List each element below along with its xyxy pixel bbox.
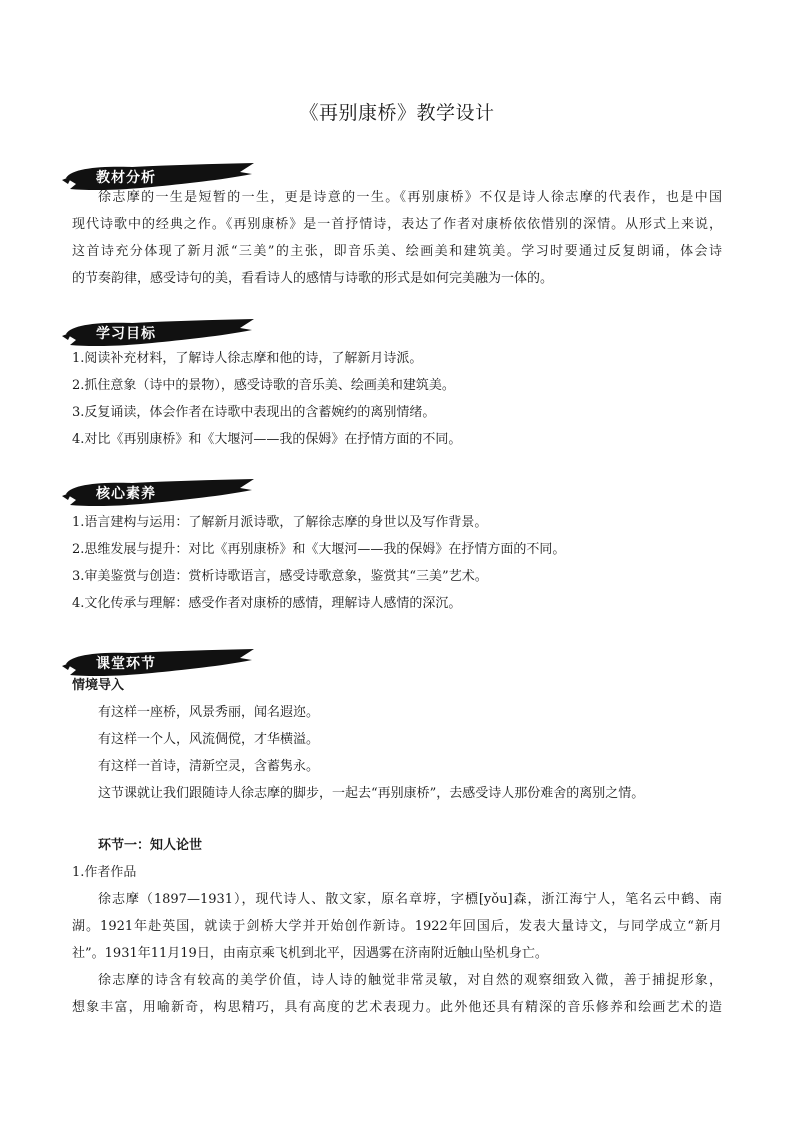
step1-body	[72, 832, 722, 1021]
analysis-line: 这首诗充分体现了新月派“三美”的主张，即音乐美、绘画美和建筑美。学习时要通过反复朗诵，体会诗	[72, 244, 722, 259]
section-heading-goals: 学习目标	[96, 326, 156, 342]
author-line: 湖。1921年赴英国，就读于剑桥大学并开始创作新诗。1922年回国后，发表大量诗文，与同学成立“新月	[72, 919, 722, 934]
list-item: 2.抓住意象（诗中的景物），感受诗歌的音乐美、绘画美和建筑美。	[72, 378, 455, 393]
goals-list	[72, 345, 722, 453]
intro-line: 有这样一座桥，风景秀丽，闻名遐迩。	[98, 705, 320, 720]
author-line: 徐志摩的诗含有较高的美学价值，诗人诗的触觉非常灵敏，对自然的观察细致入微，善于捕捉形象，	[98, 973, 722, 988]
list-item: 1.阅读补充材料，了解诗人徐志摩和他的诗，了解新月诗派。	[72, 351, 423, 366]
step1-label: 环节一：知人论世	[98, 838, 203, 853]
author-line: 徐志摩（1897—1931），现代诗人、散文家，原名章垿，字槱[yǒu]森，浙江海宁人，笔名云中鹤、南	[98, 892, 722, 907]
sub1-label: 1.作者作品	[72, 865, 137, 880]
intro-line: 有这样一首诗，清新空灵，含蓄隽永。	[98, 759, 320, 774]
analysis-line: 徐志摩的一生是短暂的一生，更是诗意的一生。《再别康桥》不仅是诗人徐志摩的代表作，也是中国	[98, 190, 722, 205]
page-title: 《再别康桥》教学设计	[299, 102, 495, 124]
analysis-line: 的节奏韵律，感受诗句的美，看看诗人的感情与诗歌的形式是如何完美融为一体的。	[72, 271, 554, 286]
section-heading-literacy: 核心素养	[96, 486, 156, 502]
author-line: 社”。1931年11月19日，由南京乘飞机到北平，因遇雾在济南附近触山坠机身亡。	[72, 946, 548, 961]
list-item: 3.审美鉴赏与创造：赏析诗歌语言，感受诗歌意象，鉴赏其“三美”艺术。	[72, 569, 488, 584]
list-item: 4.文化传承与理解：感受作者对康桥的感情，理解诗人感情的深沉。	[72, 596, 462, 611]
section-heading-classroom: 课堂环节	[96, 656, 156, 672]
list-item: 2.思维发展与提升：对比《再别康桥》和《大堰河——我的保姆》在抒情方面的不同。	[72, 542, 566, 557]
list-item: 1.语言建构与运用：了解新月派诗歌，了解徐志摩的身世以及写作背景。	[72, 515, 488, 530]
literacy-list	[72, 509, 722, 617]
list-item: 3.反复诵读，体会作者在诗歌中表现出的含蓄婉约的离别情绪。	[72, 405, 436, 420]
intro-label: 情境导入	[72, 678, 125, 693]
section-banner-literacy	[62, 476, 257, 510]
list-item: 4.对比《再别康桥》和《大堰河——我的保姆》在抒情方面的不同。	[72, 432, 462, 447]
author-line: 想象丰富，用喻新奇，构思精巧，具有高度的艺术表现力。此外他还具有精深的音乐修养和绘画艺术的造	[72, 1000, 722, 1015]
section-heading-analysis: 教材分析	[96, 170, 156, 186]
classroom-body	[72, 672, 722, 807]
intro-line: 这节课就让我们跟随诗人徐志摩的脚步，一起去“再别康桥”，去感受诗人那份难舍的离别之情。	[98, 786, 645, 801]
intro-line: 有这样一个人，风流倜傥，才华横溢。	[98, 732, 320, 747]
analysis-body	[72, 184, 722, 292]
analysis-line: 现代诗歌中的经典之作。《再别康桥》是一首抒情诗，表达了作者对康桥依依惜别的深情。从形式上来说，	[72, 217, 722, 232]
brush-stroke-icon	[62, 476, 257, 510]
